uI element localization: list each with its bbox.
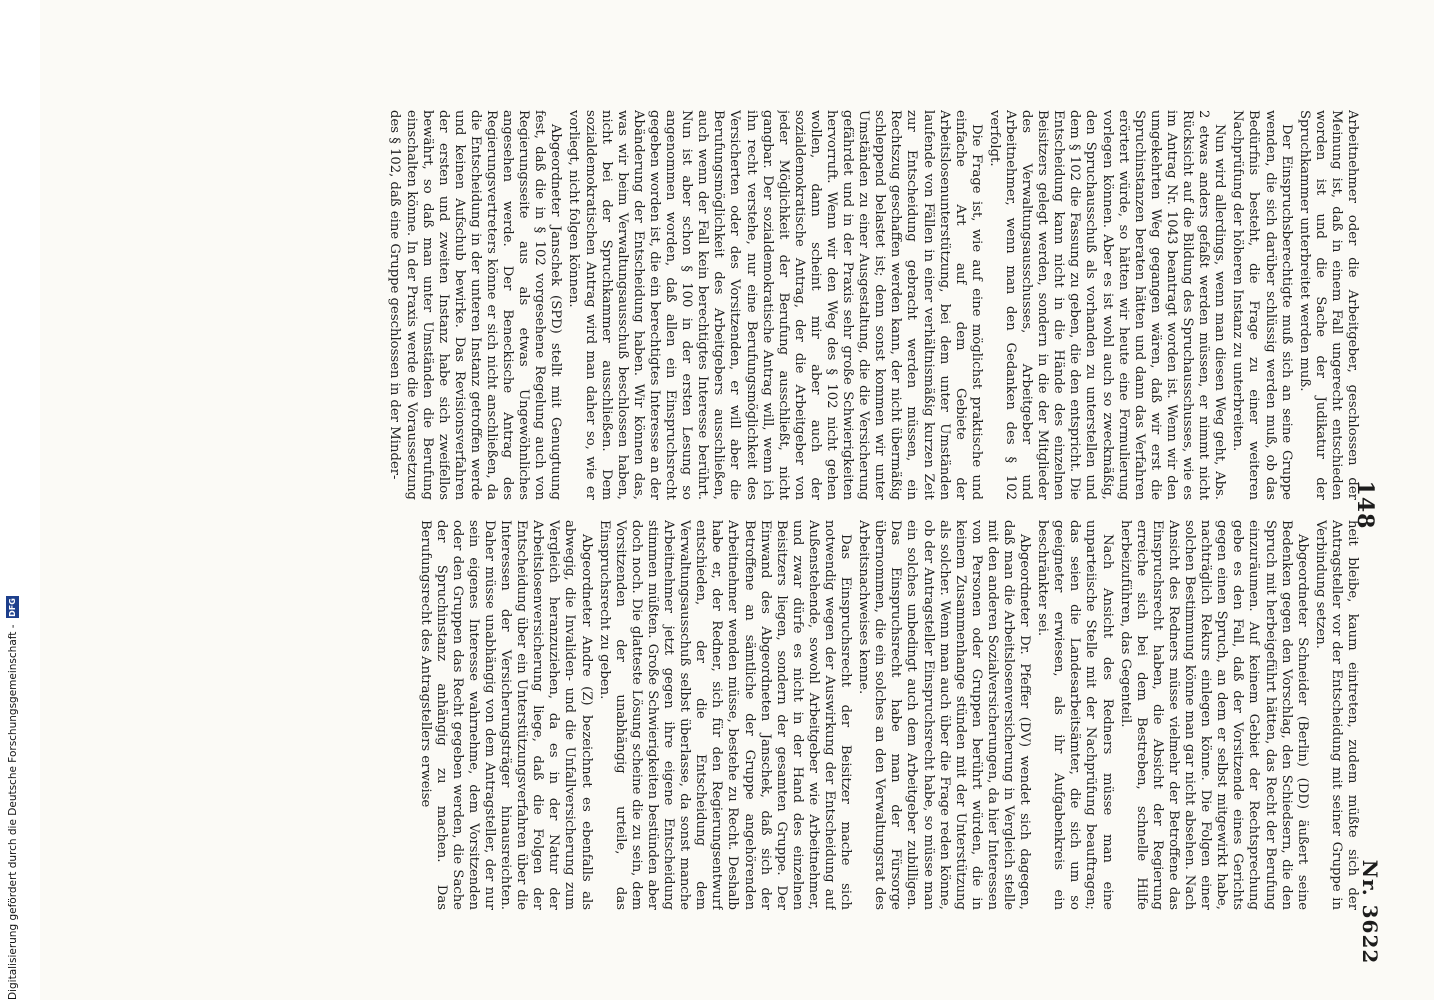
page-number: 148 <box>1352 480 1378 530</box>
paragraph: Das Einspruchsrecht der Beisitzer mache sich notwendig wegen der Auswirkung der Entscheidung auf Außenstehende, sowohl Arbeitgeber wie Arbeitnehmer, und zwar dürfe es nicht in der Hand des einzelnen Beisitzers liegen, sondern der gesamten Gruppe. Der Einwand des Abgeordneten Janschek, daß sich der Betroffene an sämtliche der Gruppe angehörenden Arbeitnehmer wenden müsse, bestehe zu Recht. Deshalb habe er, der Redner, sich für den Regierungsentwurf entschieden, der die Entscheidung dem Verwaltungsausschuß selbst überlasse, da sonst manche Arbeitnehmer jetzt gegen ihre eigene Entscheidung stimmen müßten. Große Schwierigkeiten bestünden aber doch noch. Die glatteste Lösung scheine die zu sein, dem Vorsitzenden der unabhängig urteile, das Einspruchsrecht zu geben. <box>596 520 854 910</box>
paragraph: Nach Ansicht des Redners müsse man eine unparteiische Stelle mit der Nachprüfung beauftragen; das seien die Landesarbeitsämter, die sich um so geeigneter erwiesen, als ihr Aufgabenkreis ein beschränkter sei. <box>1035 520 1115 910</box>
paragraph: Abgeordneter Schneider (Berlin) (DD) äußert seine Bedenken gegen den Vorschlag, den Schiedsern, die den Spruch mit herbeigeführt hätten, das Recht der Berufung einzuräumen. Auf keinem Gebiet der Rechtsprechung gebe es den Fall, daß der Vorsitzende eines Gerichts gegen einen Spruch, an dem er selbst mitgewirkt habe, nachträglich Rekurs einlegen könne. Die Folgen einer solchen Bestimmung könne man gar nicht absehen. Nach Ansicht des Redners müsse vielmehr der Betroffene das Einspruchsrecht haben, die Absicht der Regierung erreiche sich bei dem Bestreben, schnelle Hilfe herbeizuführen, das Gegenteil. <box>1117 520 1310 910</box>
text-column-right <box>150 520 1360 910</box>
paragraph: Abgeordneter Andre (Z) bezeichnet es ebenfalls als abwegig, die Invaliden- und die Unfallversicherung zum Vergleich heranzuziehen, da es in der Natur der Arbeitslosenversicherung liege, daß die Folgen der Entscheidung über ein Unterstützungsverfahren über die Interessen der Versicherungsträger hinausreichten. Daher müsse unabhängig von dem Antragsteller, der nur sein eigenes Interesse wahrnehme, dem Vorsitzenden oder den Gruppen das Recht gegeben werden, die Sache der Spruchinstanz anhängig zu machen. Das Berufungsrecht des Antragstellers erweise <box>417 520 594 910</box>
text-column-left <box>150 110 1360 500</box>
paragraph: Abgeordneter Dr. Pfeffer (DV) wendet sich dagegen, daß man die Arbeitslosenversicherung in Vergleich stelle mit den anderen Sozialversicherungen, da hier Interessen von Personen oder Gruppen berührt würden, die in keinem Zusammenhange stünden mit der Unterstützung als solcher. Wenn man auch über die Frage reden könne, ob der Antragsteller Einspruchsrecht habe, so müsse man ein solches unbedingt auch dem Arbeitgeber zubilligen. Das Einspruchsrecht habe man der Fürsorge übernommen, die ein solches an den Verwaltungsrat des Arbeitsnachweises kenne. <box>856 520 1033 910</box>
dfg-logo: DFG <box>8 598 17 617</box>
paragraph: Nun wird allerdings, wenn man diesen Weg geht, Abs. 2 etwas anders gefaßt werden müssen, er nimmt nicht Rücksicht auf die Bildung des Spruchausschusses, wie es im Antrag Nr. 1043 beantragt worden ist. Wenn wir den umgekehrten Weg gegangen wären, daß wir erst die Spruchinstanzen beraten hätten und dann das Verfahren erörtert würde, so hätten wir heute eine Formulierung vorlegen können. Aber es ist wohl auch so zweckmäßig, den Spruchausschuß als vorhanden zu unterstellen und dem § 102 die Fassung zu geben, die den entspricht. Die Entscheidung kann nicht in die Hände des einzelnen Beisitzers gelegt werden, sondern in die der Mitglieder des Verwaltungsausschusses, Arbeitgeber und Arbeitnehmer, wenn man den Gedanken des § 102 verfolgt. <box>986 110 1228 500</box>
paragraph: heit bleibe, kaum eintreten, zudem müßte sich der Antragsteller vor der Entscheidung mit seiner Gruppe in Verbindung setzen. <box>1312 520 1360 910</box>
paragraph: Der Einspruchsberechtigte muß sich an seine Gruppe wenden, die sich darüber schlüssig werden muß, ob das Bedürfnis besteht, die Frage zu einer weiteren Nachprüfung der höheren Instanz zu unterbreiten. <box>1230 110 1294 500</box>
credit-text: Digitalisierung gefördert durch die Deutsche Forschungsgemeinschaft - <box>6 624 19 1000</box>
paragraph: Arbeitnehmer oder die Arbeitgeber, geschlossen der Meinung ist, daß in einem Fall ungerecht entschieden worden ist und die Sache der Judikatur der Spruchkammer unterbreitet werden muß. <box>1296 110 1360 500</box>
paragraph: Die Frage ist, wie auf eine möglichst praktische und einfache Art auf dem Gebiete der Arbeitslosenunterstützung, bei dem unter Umständen laufende von Fällen in einer verhältnismäßig kurzen Zeit zur Entscheidung gebracht werden müssen, ein Rechtszug geschaffen werden kann, der nicht übermäßig schleppend belastet ist; denn sonst kommen wir unter Umständen zu einer Ausgestaltung, die die Versicherung gefährdet und in der Praxis sehr große Schwierigkeiten hervorruft. Wenn wir den Weg des § 102 nicht gehen wollen, dann scheint mir aber auch der sozialdemokratische Antrag, der die Arbeitgeber von jeder Möglichkeit der Berufung ausschließt, nicht gangbar. Der sozialdemokratische Antrag will, wenn ich ihn recht verstehe, nur eine Berufungsmöglichkeit des Versicherten oder des Vorsitzenden, er will aber die Berufungsmöglichkeit des Arbeitgebers ausschließen, auch wenn der Fall kein berechtigtes Interesse berührt. Nun ist aber schon § 100 in der ersten Lesung so angenommen worden, daß allen ein Einspruchsrecht gegeben worden ist, die ein berechtigtes Interesse an der Abänderung der Entscheidung haben. Wir können das, was wir beim Verwaltungsausschuß beschlossen haben, nicht bei der Spruchkammer ausschließen. Dem sozialdemokratischen Antrag wird man daher so, wie er vorliegt, nicht folgen können. <box>566 110 984 500</box>
paragraph: Abgeordneter Janschek (SPD) stellt mit Genugtuung fest, daß die in § 102 vorgesehene Regelung auch von Regierungsseite aus als etwas Ungewöhnliches angesehen werde. Der Beneckische Antrag des Regierungsvertreters könne er sich nicht anschließen, da die Entscheidung in der unteren Instanz getroffen werde und keinen Aufschub bewirke. Das Revisionsverfahren der ersten und zweiten Instanz habe sich zweifellos bewährt, so daß man unter Umständen die Berufung einschalten könne. In der Praxis werde die Voraussetzung des § 102, daß eine Gruppe geschlossen in der Minder- <box>387 110 564 500</box>
digitization-credit <box>6 0 19 1000</box>
scanned-page <box>40 0 1434 1000</box>
document-number: Nr. 3622 <box>1358 859 1382 965</box>
